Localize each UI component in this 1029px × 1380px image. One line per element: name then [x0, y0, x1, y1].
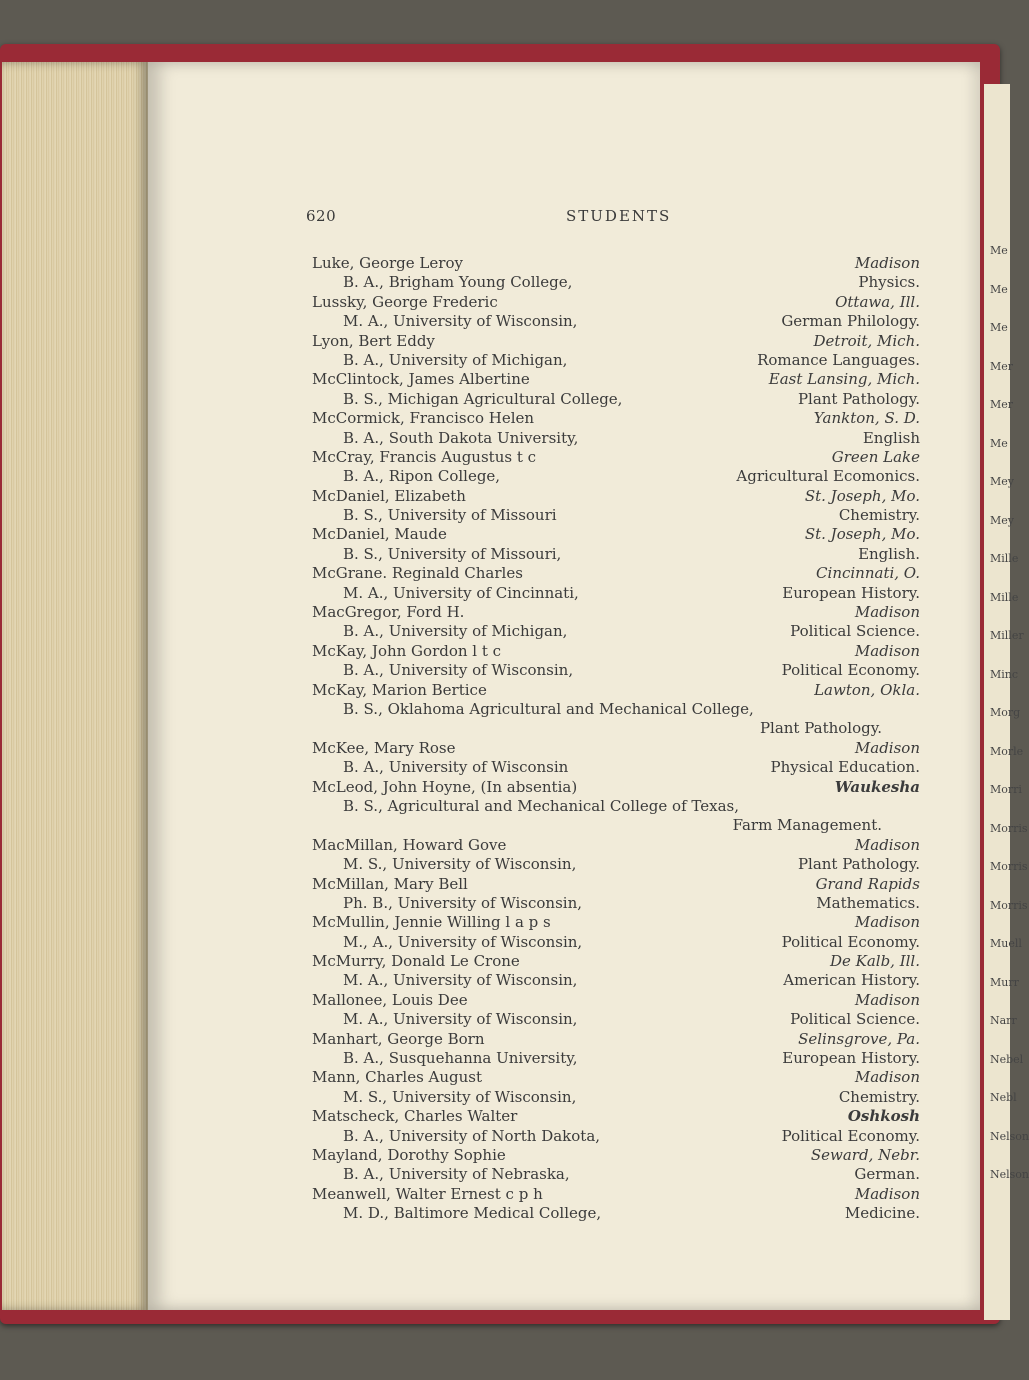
student-name-line [0, 1107, 1010, 1126]
field-of-study: Chemistry. [838, 506, 920, 525]
student-name-line [0, 293, 1010, 312]
adjacent-page-fragment: Mey [990, 475, 1014, 488]
field-of-study: European History. [782, 583, 920, 602]
degree-line [0, 894, 1010, 913]
student-name-line [0, 370, 1010, 389]
student-name: Luke, George Leroy [312, 254, 463, 272]
degree-line [0, 797, 1010, 816]
student-name-line [0, 409, 1010, 428]
hometown: De Kalb, Ill. [829, 952, 920, 971]
student-name-line [0, 875, 1010, 894]
student-name-line [0, 487, 1010, 506]
page-number: 620 [306, 207, 337, 225]
degree-text: B. A., Ripon College, [343, 467, 501, 486]
degree-text: B. A., Susquehanna University, [343, 1049, 578, 1068]
degree-line [0, 1010, 1010, 1029]
hometown: Green Lake [831, 447, 920, 466]
hometown: Cincinnati, O. [816, 564, 920, 583]
adjacent-page-fragment: Me [990, 244, 1008, 257]
hometown: Seward, Nebr. [810, 1145, 920, 1164]
degree-text: M. S., University of Wisconsin, [343, 1087, 577, 1106]
field-of-study: Agricultural Ecomonics. [736, 467, 920, 486]
field-of-study: Political Science. [790, 622, 920, 641]
student-name: Matscheck, Charles Walter [312, 1107, 518, 1126]
student-name: Mayland, Dorothy Sophie [312, 1145, 506, 1164]
adjacent-page-fragment: Nebel [990, 1052, 1024, 1066]
adjacent-page-fragment: Morle [990, 744, 1024, 758]
degree-line [0, 351, 1010, 370]
degree-line [0, 700, 1010, 719]
degree-line [0, 273, 1010, 292]
field-of-study: Romance Languages. [757, 350, 920, 369]
adjacent-page-fragment: Muell [990, 937, 1022, 950]
hometown: Madison [854, 990, 920, 1009]
field-of-study: English. [858, 544, 920, 563]
adjacent-page-fragment: Morg [990, 706, 1021, 719]
degree-text: M. A., University of Cincinnati, [343, 583, 579, 602]
hometown: St. Joseph, Mo. [804, 525, 920, 544]
hometown: Grand Rapids [815, 874, 920, 893]
student-name: McDaniel, Maude [312, 525, 447, 544]
student-name: McMillan, Mary Bell [312, 874, 468, 893]
degree-text: B. S., University of Missouri, [343, 544, 562, 563]
field-of-study: Mathematics. [816, 893, 920, 912]
adjacent-page-fragment: Miller [990, 629, 1024, 642]
degree-text: B. A., South Dakota University, [343, 428, 579, 447]
degree-text: M. D., Baltimore Medical College, [343, 1204, 602, 1223]
adjacent-page-fragment: Mille [990, 590, 1019, 604]
hometown: Madison [854, 1068, 920, 1087]
hometown: Madison [854, 641, 920, 660]
degree-text: M. A., University of Wisconsin, [343, 1010, 578, 1029]
hometown: Madison [854, 835, 920, 854]
student-name: MacMillan, Howard Gove [312, 835, 507, 854]
student-name-line [0, 1030, 1010, 1049]
student-name-line [0, 836, 1010, 855]
hometown: Waukesha [834, 777, 920, 796]
hometown: Madison [854, 738, 920, 757]
student-name: McKay, John Gordon l t c [312, 641, 502, 660]
student-name: Manhart, George Born [312, 1029, 485, 1048]
degree-line [0, 584, 1010, 603]
hometown: Madison [854, 254, 920, 272]
student-name: MacGregor, Ford H. [312, 603, 465, 622]
student-name: McGrane. Reginald Charles [312, 564, 523, 583]
degree-text: Ph. B., University of Wisconsin, [343, 893, 583, 912]
degree-line [0, 429, 1010, 448]
adjacent-page-fragment: Minc [990, 667, 1019, 681]
degree-line [0, 971, 1010, 990]
degree-text: B. A., University of Wisconsin [343, 758, 569, 777]
field-of-study: German Philology. [781, 312, 920, 331]
adjacent-page-fragment: Morris [990, 898, 1028, 912]
adjacent-page-fragment: Mer [990, 359, 1014, 373]
student-name: McClintock, James Albertine [312, 370, 530, 389]
continuation-line [0, 719, 1010, 738]
degree-text: B. S., Agricultural and Mechanical College of Texas, [343, 796, 739, 815]
degree-line [0, 622, 1010, 641]
field-of-study: English [862, 428, 920, 447]
hometown: Yankton, S. D. [813, 409, 920, 428]
degree-text: B. A., University of North Dakota, [343, 1126, 601, 1145]
student-name: Lyon, Bert Eddy [312, 331, 435, 350]
student-name: Lussky, George Frederic [312, 292, 498, 311]
field-of-study: Political Economy. [781, 661, 920, 680]
student-name: McLeod, John Hoyne, (In absentia) [312, 777, 578, 796]
field-of-study: European History. [782, 1049, 920, 1068]
degree-line [0, 855, 1010, 874]
student-name-line [0, 603, 1010, 622]
student-name: McKay, Marion Bertice [312, 680, 487, 699]
field-of-study: Physics. [858, 273, 920, 292]
adjacent-page-fragment: Me [990, 282, 1008, 296]
adjacent-page-fragment: Mille [990, 552, 1019, 565]
student-name: McCray, Francis Augustus t c [312, 447, 537, 466]
student-name-line [0, 1146, 1010, 1165]
field-of-study: Medicine. [844, 1204, 920, 1223]
field-of-study: Chemistry. [838, 1087, 920, 1106]
student-name-line [0, 1068, 1010, 1087]
degree-text: B. S., Oklahoma Agricultural and Mechanical College, [343, 699, 754, 718]
degree-line [0, 1088, 1010, 1107]
degree-line [0, 1127, 1010, 1146]
student-name: McDaniel, Elizabeth [312, 486, 466, 505]
degree-text: B. A., University of Wisconsin, [343, 661, 574, 680]
student-name-line [0, 681, 1010, 700]
degree-line [0, 467, 1010, 486]
degree-line [0, 1165, 1010, 1184]
adjacent-page-fragment: Me [990, 436, 1008, 450]
field-of-study: Farm Management. [732, 816, 882, 835]
degree-text: B. A., Brigham Young College, [343, 273, 573, 292]
degree-text: B. S., University of Missouri [343, 506, 557, 525]
student-name-line [0, 739, 1010, 758]
student-name-line [0, 448, 1010, 467]
degree-text: M., A., University of Wisconsin, [343, 932, 583, 951]
student-name-line [0, 778, 1010, 797]
degree-line [0, 1204, 1010, 1223]
continuation-line [0, 816, 1010, 835]
hometown: St. Joseph, Mo. [804, 486, 920, 505]
student-name: McCormick, Francisco Helen [312, 409, 535, 428]
field-of-study: Political Science. [790, 1010, 920, 1029]
degree-line [0, 390, 1010, 409]
student-name-line [0, 332, 1010, 351]
adjacent-page-fragment: Morris [990, 860, 1028, 873]
adjacent-page-fragment: Mer [990, 398, 1014, 411]
field-of-study: Plant Pathology. [797, 855, 920, 874]
student-list [0, 254, 1010, 1224]
degree-line [0, 545, 1010, 564]
adjacent-page-fragment: Mey [990, 513, 1014, 527]
field-of-study: Political Economy. [781, 1126, 920, 1145]
student-name: McKee, Mary Rose [312, 738, 456, 757]
student-name: Mann, Charles August [312, 1068, 483, 1087]
student-name-line [0, 254, 1010, 273]
adjacent-page-fragment: Narr [990, 1014, 1017, 1027]
field-of-study: Physical Education. [770, 758, 920, 777]
hometown: Lawton, Okla. [814, 680, 920, 699]
degree-line [0, 661, 1010, 680]
degree-text: M. S., University of Wisconsin, [343, 855, 577, 874]
student-name-line [0, 952, 1010, 971]
hometown: Oshkosh [847, 1107, 920, 1126]
student-name: Mallonee, Louis Dee [312, 990, 468, 1009]
adjacent-page-fragment: Nelson [990, 1168, 1029, 1181]
student-name-line [0, 564, 1010, 583]
degree-text: M. A., University of Wisconsin, [343, 312, 578, 331]
student-name-line [0, 525, 1010, 544]
hometown: Madison [854, 913, 920, 932]
field-of-study: Plant Pathology. [797, 389, 920, 408]
adjacent-page-fragment: Nelson [990, 1129, 1029, 1143]
student-name: Meanwell, Walter Ernest c p h [312, 1184, 543, 1203]
degree-line [0, 1049, 1010, 1068]
hometown: Detroit, Mich. [813, 331, 920, 350]
degree-text: B. S., Michigan Agricultural College, [343, 389, 623, 408]
hometown: Madison [854, 603, 920, 622]
hometown: Madison [854, 1184, 920, 1203]
running-head: STUDENTS [566, 207, 672, 225]
student-name-line [0, 642, 1010, 661]
adjacent-page-fragment: Murr [990, 975, 1019, 989]
degree-line [0, 933, 1010, 952]
student-name-line [0, 991, 1010, 1010]
page-header [0, 207, 1010, 227]
adjacent-page-fragment: Morri [990, 783, 1022, 796]
student-name: McMullin, Jennie Willing l a p s [312, 913, 551, 932]
hometown: East Lansing, Mich. [768, 370, 920, 389]
field-of-study: German. [854, 1165, 920, 1184]
student-name: McMurry, Donald Le Crone [312, 952, 520, 971]
field-of-study: Political Economy. [781, 932, 920, 951]
adjacent-page-fragment: Nebl [990, 1091, 1017, 1104]
hometown: Selinsgrove, Pa. [798, 1029, 920, 1048]
degree-text: B. A., University of Nebraska, [343, 1165, 570, 1184]
degree-line [0, 758, 1010, 777]
student-name-line [0, 1185, 1010, 1204]
degree-text: B. A., University of Michigan, [343, 622, 568, 641]
adjacent-page-fragment: Me [990, 321, 1008, 334]
degree-text: M. A., University of Wisconsin, [343, 971, 578, 990]
degree-text: B. A., University of Michigan, [343, 350, 568, 369]
field-of-study: Plant Pathology. [759, 719, 882, 738]
field-of-study: American History. [783, 971, 920, 990]
adjacent-page-fragment: Morris [990, 821, 1028, 835]
degree-line [0, 506, 1010, 525]
student-name-line [0, 913, 1010, 932]
degree-line [0, 312, 1010, 331]
hometown: Ottawa, Ill. [835, 292, 920, 311]
